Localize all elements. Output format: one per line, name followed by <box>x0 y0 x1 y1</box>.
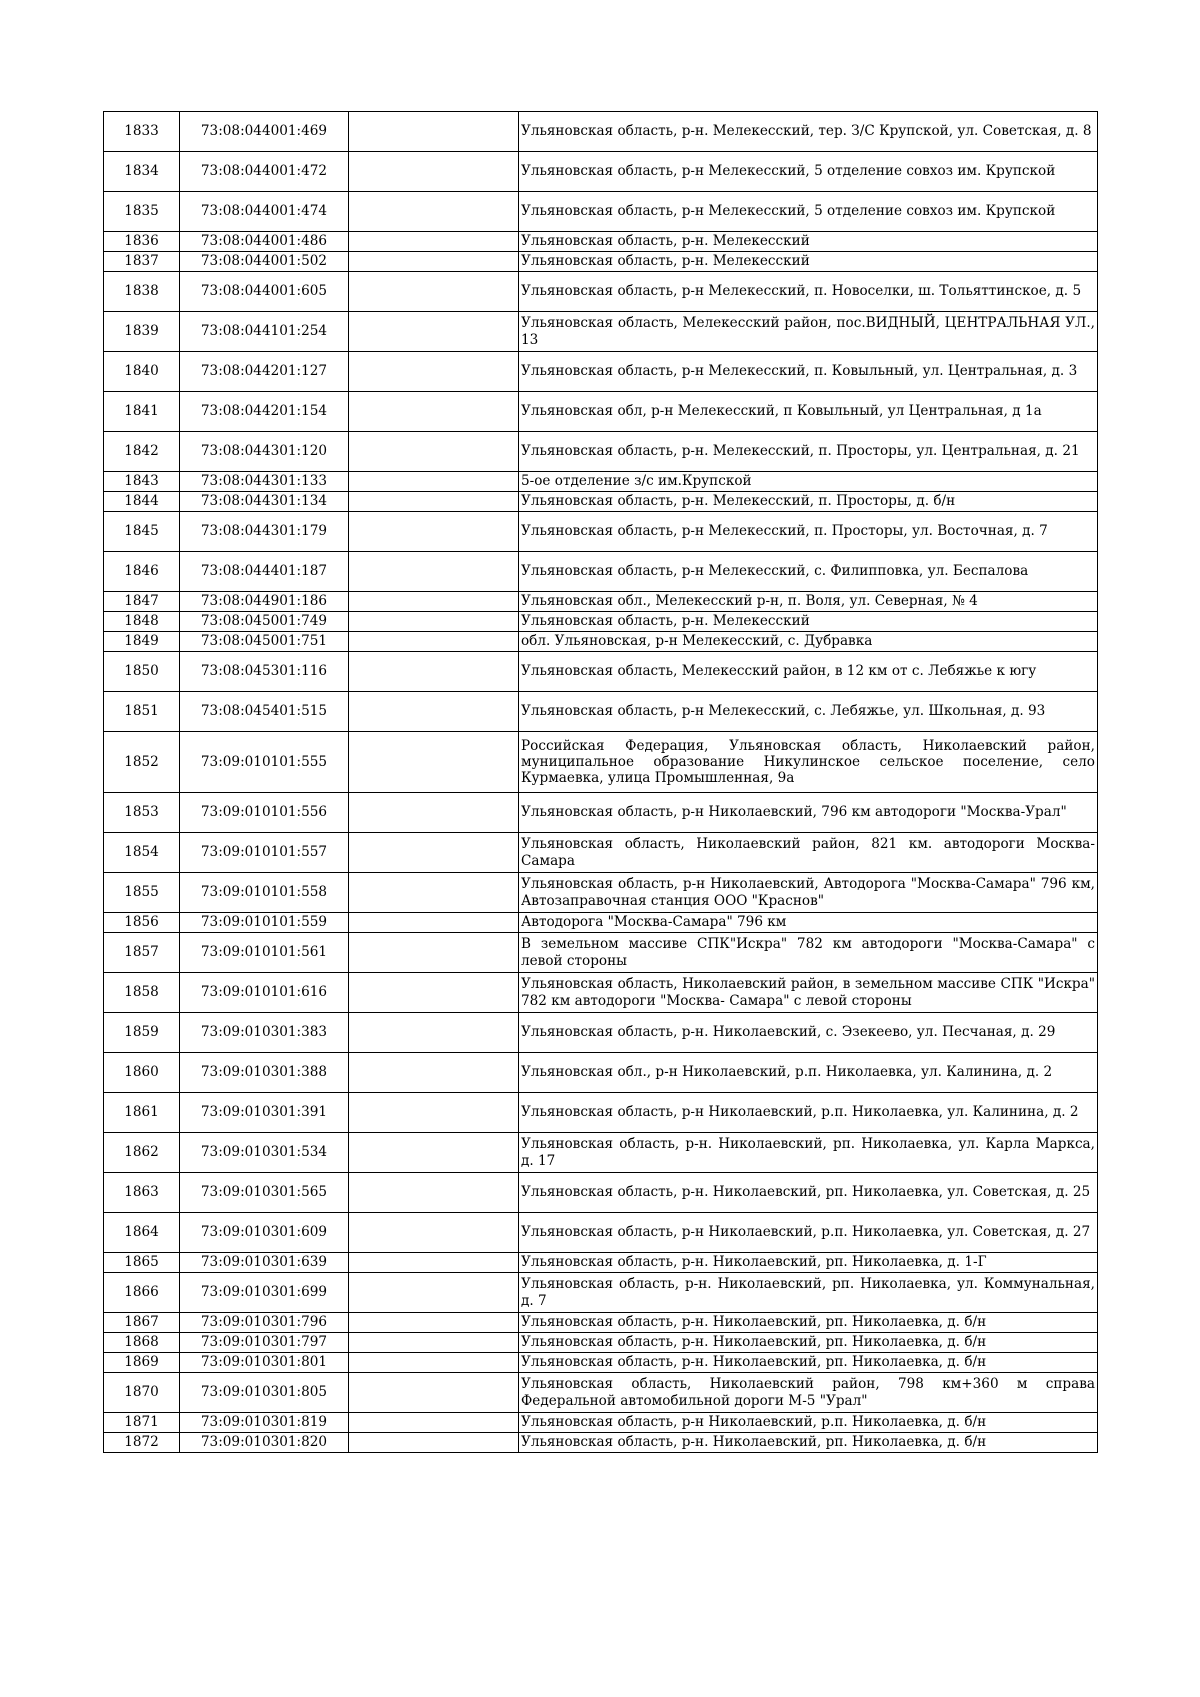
cadastral-number-cell: 73:09:010101:557 <box>180 833 349 873</box>
address-cell: Ульяновская область, р-н. Николаевский, с. Эзекеево, ул. Песчаная, д. 29 <box>519 1013 1098 1053</box>
address-cell: Ульяновская область, р-н. Мелекесский <box>519 232 1098 252</box>
address-cell: Ульяновская область, Николаевский район, 821 км. автодороги Москва-Самара <box>519 833 1098 873</box>
row-number-cell: 1859 <box>104 1013 180 1053</box>
table-row <box>104 1093 1098 1133</box>
address-cell: Ульяновская область, р-н. Мелекесский, п. Просторы, ул. Центральная, д. 21 <box>519 432 1098 472</box>
address-cell: Ульяновская область, р-н. Николаевский, рп. Николаевка, ул. Карла Маркса, д. 17 <box>519 1133 1098 1173</box>
address-cell: Ульяновская область, р-н Мелекесский, п. Новоселки, ш. Тольяттинское, д. 5 <box>519 272 1098 312</box>
table-row <box>104 1013 1098 1053</box>
row-number-cell: 1867 <box>104 1313 180 1333</box>
table-row <box>104 1413 1098 1433</box>
table-row <box>104 973 1098 1013</box>
row-number-cell: 1844 <box>104 492 180 512</box>
empty-cell <box>349 793 519 833</box>
cadastral-number-cell: 73:08:044201:154 <box>180 392 349 432</box>
address-cell: Автодорога "Москва-Самара" 796 км <box>519 913 1098 933</box>
address-cell: Ульяновская область, р-н. Мелекесский, тер. З/С Крупской, ул. Советская, д. 8 <box>519 112 1098 152</box>
cadastral-number-cell: 73:08:044901:186 <box>180 592 349 612</box>
cadastral-number-cell: 73:08:044301:179 <box>180 512 349 552</box>
cadastral-number-cell: 73:09:010301:383 <box>180 1013 349 1053</box>
empty-cell <box>349 192 519 232</box>
cadastral-number-cell: 73:09:010301:796 <box>180 1313 349 1333</box>
row-number-cell: 1842 <box>104 432 180 472</box>
empty-cell <box>349 1373 519 1413</box>
row-number-cell: 1865 <box>104 1253 180 1273</box>
row-number-cell: 1837 <box>104 252 180 272</box>
address-cell: Ульяновская область, р-н Мелекесский, с. Лебяжье, ул. Школьная, д. 93 <box>519 692 1098 732</box>
row-number-cell: 1858 <box>104 973 180 1013</box>
row-number-cell: 1840 <box>104 352 180 392</box>
empty-cell <box>349 692 519 732</box>
cadastral-number-cell: 73:09:010301:699 <box>180 1273 349 1313</box>
empty-cell <box>349 352 519 392</box>
cadastral-number-cell: 73:09:010301:805 <box>180 1373 349 1413</box>
table-row <box>104 652 1098 692</box>
table-row <box>104 913 1098 933</box>
address-cell: Ульяновская область, р-н. Мелекесский <box>519 612 1098 632</box>
cadastral-number-cell: 73:09:010301:388 <box>180 1053 349 1093</box>
row-number-cell: 1871 <box>104 1413 180 1433</box>
address-cell: Ульяновская область, р-н. Николаевский, рп. Николаевка, ул. Коммунальная, д. 7 <box>519 1273 1098 1313</box>
table-row <box>104 492 1098 512</box>
table-row <box>104 192 1098 232</box>
row-number-cell: 1862 <box>104 1133 180 1173</box>
empty-cell <box>349 472 519 492</box>
address-cell: Ульяновская область, Мелекесский район, в 12 км от с. Лебяжье к югу <box>519 652 1098 692</box>
row-number-cell: 1843 <box>104 472 180 492</box>
cadastral-number-cell: 73:09:010301:820 <box>180 1433 349 1453</box>
address-cell: Ульяновская область, р-н Николаевский, р.п. Николаевка, ул. Калинина, д. 2 <box>519 1093 1098 1133</box>
cadastral-number-cell: 73:09:010301:639 <box>180 1253 349 1273</box>
empty-cell <box>349 1313 519 1333</box>
empty-cell <box>349 112 519 152</box>
table-row <box>104 1173 1098 1213</box>
row-number-cell: 1846 <box>104 552 180 592</box>
empty-cell <box>349 592 519 612</box>
empty-cell <box>349 152 519 192</box>
empty-cell <box>349 973 519 1013</box>
address-cell: Ульяновская обл, р-н Мелекесский, п Ковыльный, ул Центральная, д 1а <box>519 392 1098 432</box>
table-row <box>104 252 1098 272</box>
empty-cell <box>349 492 519 512</box>
table-row <box>104 272 1098 312</box>
row-number-cell: 1868 <box>104 1333 180 1353</box>
cadastral-number-cell: 73:08:044301:133 <box>180 472 349 492</box>
empty-cell <box>349 552 519 592</box>
empty-cell <box>349 252 519 272</box>
row-number-cell: 1869 <box>104 1353 180 1373</box>
row-number-cell: 1841 <box>104 392 180 432</box>
table-row <box>104 1353 1098 1373</box>
table-row <box>104 512 1098 552</box>
cadastral-number-cell: 73:09:010101:555 <box>180 732 349 793</box>
cadastral-number-cell: 73:09:010301:797 <box>180 1333 349 1353</box>
table-row <box>104 112 1098 152</box>
address-cell: Ульяновская область, р-н Мелекесский, п. Просторы, ул. Восточная, д. 7 <box>519 512 1098 552</box>
empty-cell <box>349 1213 519 1253</box>
address-cell: Ульяновская область, р-н Мелекесский, 5 отделение совхоз им. Крупской <box>519 152 1098 192</box>
table-row <box>104 1053 1098 1093</box>
empty-cell <box>349 272 519 312</box>
table-row <box>104 1253 1098 1273</box>
row-number-cell: 1854 <box>104 833 180 873</box>
address-cell: Ульяновская область, Николаевский район, в земельном массиве СПК "Искра" 782 км автодороги "Москва- Самара" с левой стороны <box>519 973 1098 1013</box>
row-number-cell: 1834 <box>104 152 180 192</box>
empty-cell <box>349 652 519 692</box>
row-number-cell: 1872 <box>104 1433 180 1453</box>
address-cell: Ульяновская область, р-н. Николаевский, рп. Николаевка, д. б/н <box>519 1313 1098 1333</box>
address-cell: Ульяновская область, р-н Мелекесский, 5 отделение совхоз им. Крупской <box>519 192 1098 232</box>
address-cell: Ульяновская область, р-н Николаевский, р.п. Николаевка, ул. Советская, д. 27 <box>519 1213 1098 1253</box>
row-number-cell: 1857 <box>104 933 180 973</box>
address-cell: Ульяновская область, р-н Николаевский, р.п. Николаевка, д. б/н <box>519 1413 1098 1433</box>
row-number-cell: 1852 <box>104 732 180 793</box>
row-number-cell: 1861 <box>104 1093 180 1133</box>
cadastral-number-cell: 73:09:010101:556 <box>180 793 349 833</box>
address-cell: Ульяновская область, р-н. Николаевский, рп. Николаевка, д. б/н <box>519 1333 1098 1353</box>
address-cell: Ульяновская область, р-н. Николаевский, рп. Николаевка, д. б/н <box>519 1353 1098 1373</box>
row-number-cell: 1835 <box>104 192 180 232</box>
address-cell: 5-ое отделение з/с им.Крупской <box>519 472 1098 492</box>
address-cell: Российская Федерация, Ульяновская область, Николаевский район, муниципальное образование Никулинское сельское поселение, село Курмаевка, улица Промышленная, 9а <box>519 732 1098 793</box>
table-row <box>104 1273 1098 1313</box>
row-number-cell: 1853 <box>104 793 180 833</box>
cadastral-number-cell: 73:08:044301:134 <box>180 492 349 512</box>
empty-cell <box>349 913 519 933</box>
address-cell: Ульяновская область, р-н. Мелекесский <box>519 252 1098 272</box>
cadastral-number-cell: 73:09:010101:616 <box>180 973 349 1013</box>
empty-cell <box>349 1133 519 1173</box>
address-cell: Ульяновская область, р-н Мелекесский, с. Филипповка, ул. Беспалова <box>519 552 1098 592</box>
row-number-cell: 1863 <box>104 1173 180 1213</box>
empty-cell <box>349 632 519 652</box>
row-number-cell: 1860 <box>104 1053 180 1093</box>
empty-cell <box>349 732 519 793</box>
empty-cell <box>349 1253 519 1273</box>
table-row <box>104 833 1098 873</box>
cadastral-number-cell: 73:08:044001:502 <box>180 252 349 272</box>
cadastral-number-cell: 73:08:045301:116 <box>180 652 349 692</box>
row-number-cell: 1836 <box>104 232 180 252</box>
empty-cell <box>349 1273 519 1313</box>
table-row <box>104 1313 1098 1333</box>
empty-cell <box>349 432 519 472</box>
cadastral-number-cell: 73:09:010301:609 <box>180 1213 349 1253</box>
table-row <box>104 552 1098 592</box>
cadastral-number-cell: 73:08:044001:605 <box>180 272 349 312</box>
empty-cell <box>349 392 519 432</box>
address-cell: Ульяновская область, Мелекесский район, пос.ВИДНЫЙ, ЦЕНТРАЛЬНАЯ УЛ., 13 <box>519 312 1098 352</box>
table-row <box>104 873 1098 913</box>
table-row <box>104 1213 1098 1253</box>
table-row <box>104 472 1098 492</box>
table-row <box>104 1373 1098 1413</box>
address-cell: Ульяновская область, р-н. Николаевский, рп. Николаевка, ул. Советская, д. 25 <box>519 1173 1098 1213</box>
empty-cell <box>349 612 519 632</box>
cadastral-number-cell: 73:08:044001:472 <box>180 152 349 192</box>
registry-table-body <box>104 112 1098 1453</box>
row-number-cell: 1856 <box>104 913 180 933</box>
cadastral-number-cell: 73:08:044401:187 <box>180 552 349 592</box>
cadastral-number-cell: 73:09:010301:801 <box>180 1353 349 1373</box>
empty-cell <box>349 833 519 873</box>
table-row <box>104 1133 1098 1173</box>
table-row <box>104 612 1098 632</box>
table-row <box>104 392 1098 432</box>
address-cell: В земельном массиве СПК"Искра" 782 км автодороги "Москва-Самара" с левой стороны <box>519 933 1098 973</box>
address-cell: Ульяновская обл., Мелекесский р-н, п. Воля, ул. Северная, № 4 <box>519 592 1098 612</box>
row-number-cell: 1849 <box>104 632 180 652</box>
registry-table <box>103 111 1098 1453</box>
row-number-cell: 1855 <box>104 873 180 913</box>
address-cell: Ульяновская область, Николаевский район, 798 км+360 м справа Федеральной автомобильной дороги М-5 "Урал" <box>519 1373 1098 1413</box>
empty-cell <box>349 1053 519 1093</box>
cadastral-number-cell: 73:08:045001:751 <box>180 632 349 652</box>
table-row <box>104 152 1098 192</box>
cadastral-number-cell: 73:09:010301:391 <box>180 1093 349 1133</box>
empty-cell <box>349 1013 519 1053</box>
table-row <box>104 1433 1098 1453</box>
empty-cell <box>349 873 519 913</box>
table-row <box>104 732 1098 793</box>
empty-cell <box>349 1093 519 1133</box>
cadastral-number-cell: 73:08:044201:127 <box>180 352 349 392</box>
address-cell: обл. Ульяновская, р-н Мелекесский, с. Дубравка <box>519 632 1098 652</box>
table-row <box>104 592 1098 612</box>
address-cell: Ульяновская область, р-н. Николаевский, рп. Николаевка, д. б/н <box>519 1433 1098 1453</box>
cadastral-number-cell: 73:08:045401:515 <box>180 692 349 732</box>
row-number-cell: 1866 <box>104 1273 180 1313</box>
empty-cell <box>349 933 519 973</box>
address-cell: Ульяновская область, р-н. Мелекесский, п. Просторы, д. б/н <box>519 492 1098 512</box>
cadastral-number-cell: 73:08:044101:254 <box>180 312 349 352</box>
cadastral-number-cell: 73:09:010301:565 <box>180 1173 349 1213</box>
row-number-cell: 1839 <box>104 312 180 352</box>
empty-cell <box>349 1433 519 1453</box>
address-cell: Ульяновская область, р-н Николаевский, 796 км автодороги "Москва-Урал" <box>519 793 1098 833</box>
address-cell: Ульяновская область, р-н Мелекесский, п. Ковыльный, ул. Центральная, д. 3 <box>519 352 1098 392</box>
table-row <box>104 692 1098 732</box>
table-row <box>104 1333 1098 1353</box>
empty-cell <box>349 1333 519 1353</box>
empty-cell <box>349 232 519 252</box>
empty-cell <box>349 1353 519 1373</box>
empty-cell <box>349 512 519 552</box>
table-row <box>104 312 1098 352</box>
row-number-cell: 1833 <box>104 112 180 152</box>
table-row <box>104 793 1098 833</box>
empty-cell <box>349 1173 519 1213</box>
row-number-cell: 1847 <box>104 592 180 612</box>
row-number-cell: 1838 <box>104 272 180 312</box>
cadastral-number-cell: 73:08:044301:120 <box>180 432 349 472</box>
row-number-cell: 1870 <box>104 1373 180 1413</box>
cadastral-number-cell: 73:09:010101:561 <box>180 933 349 973</box>
cadastral-number-cell: 73:08:044001:469 <box>180 112 349 152</box>
table-row <box>104 352 1098 392</box>
address-cell: Ульяновская обл., р-н Николаевский, р.п. Николаевка, ул. Калинина, д. 2 <box>519 1053 1098 1093</box>
empty-cell <box>349 1413 519 1433</box>
cadastral-number-cell: 73:09:010301:534 <box>180 1133 349 1173</box>
cadastral-number-cell: 73:09:010101:559 <box>180 913 349 933</box>
row-number-cell: 1850 <box>104 652 180 692</box>
row-number-cell: 1864 <box>104 1213 180 1253</box>
cadastral-number-cell: 73:08:044001:486 <box>180 232 349 252</box>
table-row <box>104 432 1098 472</box>
row-number-cell: 1848 <box>104 612 180 632</box>
row-number-cell: 1851 <box>104 692 180 732</box>
row-number-cell: 1845 <box>104 512 180 552</box>
table-row <box>104 232 1098 252</box>
cadastral-number-cell: 73:09:010301:819 <box>180 1413 349 1433</box>
address-cell: Ульяновская область, р-н. Николаевский, рп. Николаевка, д. 1-Г <box>519 1253 1098 1273</box>
table-row <box>104 632 1098 652</box>
cadastral-number-cell: 73:08:044001:474 <box>180 192 349 232</box>
table-row <box>104 933 1098 973</box>
empty-cell <box>349 312 519 352</box>
cadastral-number-cell: 73:09:010101:558 <box>180 873 349 913</box>
cadastral-number-cell: 73:08:045001:749 <box>180 612 349 632</box>
address-cell: Ульяновская область, р-н Николаевский, Автодорога "Москва-Самара" 796 км, Автозаправочная станция ООО "Краснов" <box>519 873 1098 913</box>
